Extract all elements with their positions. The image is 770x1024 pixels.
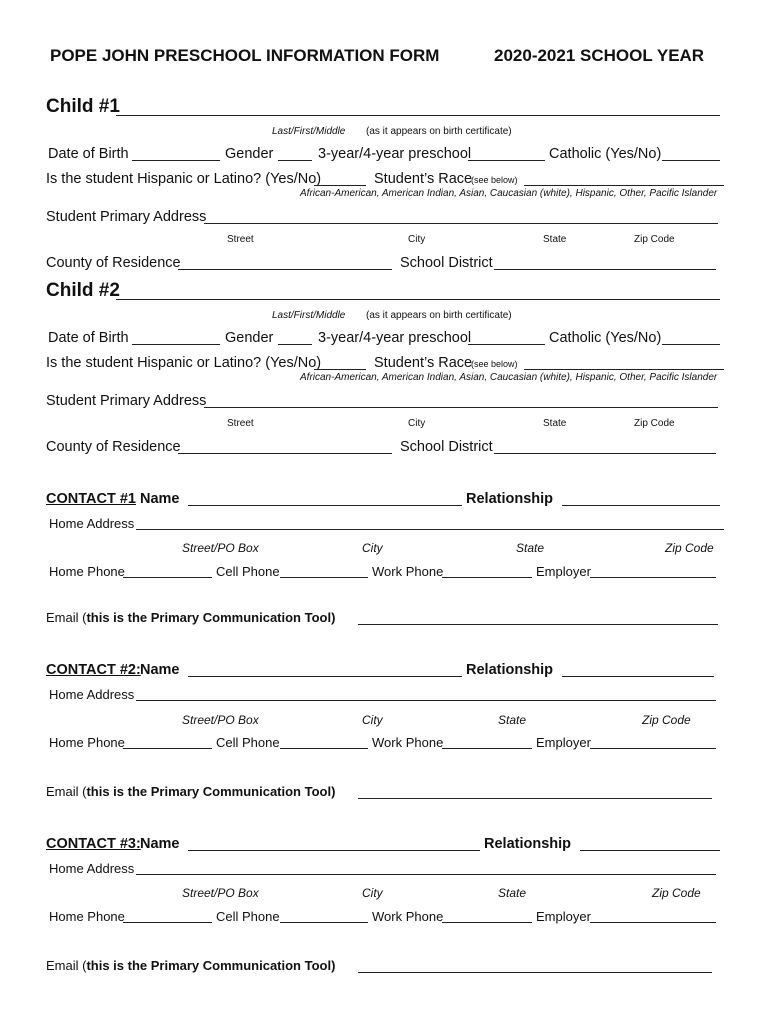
dob-field[interactable] bbox=[132, 344, 220, 345]
cell-phone-field[interactable] bbox=[280, 748, 368, 749]
hispanic-label: Is the student Hispanic or Latino? (Yes/No) bbox=[46, 171, 322, 187]
address-field[interactable] bbox=[204, 223, 718, 224]
contact-name-field[interactable] bbox=[188, 505, 462, 506]
name-caption-note: (as it appears on birth certificate) bbox=[366, 310, 512, 321]
home-address-label: Home Address bbox=[49, 687, 135, 702]
relationship-label: Relationship bbox=[466, 662, 554, 678]
employer-label: Employer bbox=[536, 564, 591, 579]
race-label: Student’s Race bbox=[374, 355, 473, 371]
child-name-field[interactable] bbox=[116, 299, 720, 300]
district-field[interactable] bbox=[494, 453, 716, 454]
gender-label: Gender bbox=[225, 146, 274, 162]
home-phone-field[interactable] bbox=[123, 922, 212, 923]
employer-field[interactable] bbox=[590, 577, 716, 578]
gender-label: Gender bbox=[225, 330, 274, 346]
email-note: this is the Primary Communication Tool) bbox=[86, 610, 336, 625]
work-phone-field[interactable] bbox=[442, 577, 532, 578]
zip-caption: Zip Code bbox=[652, 886, 701, 900]
email-note: this is the Primary Communication Tool) bbox=[86, 958, 336, 973]
street-caption: Street/PO Box bbox=[182, 886, 259, 900]
district-label: School District bbox=[400, 255, 493, 271]
zip-caption: Zip Code bbox=[665, 541, 714, 555]
employer-label: Employer bbox=[536, 909, 591, 924]
zip-caption: Zip Code bbox=[634, 418, 675, 429]
relationship-field[interactable] bbox=[562, 505, 720, 506]
district-label: School District bbox=[400, 439, 493, 455]
program-label: 3-year/4-year preschool bbox=[318, 330, 472, 346]
employer-field[interactable] bbox=[590, 748, 716, 749]
name-caption: Last/First/Middle bbox=[272, 126, 346, 137]
contact-name-label: Name bbox=[140, 836, 180, 852]
relationship-field[interactable] bbox=[562, 676, 714, 677]
cell-phone-field[interactable] bbox=[280, 577, 368, 578]
home-address-field[interactable] bbox=[136, 529, 724, 530]
address-field[interactable] bbox=[204, 407, 718, 408]
zip-caption: Zip Code bbox=[642, 713, 691, 727]
race-options: African-American, American Indian, Asian, Caucasian (white), Hispanic, Other, Pacific Islander bbox=[300, 188, 718, 199]
street-caption: Street bbox=[227, 234, 254, 245]
address-label: Student Primary Address bbox=[46, 209, 207, 225]
race-note: (see below) bbox=[471, 359, 518, 369]
child-name-field[interactable] bbox=[116, 115, 720, 116]
home-address-label: Home Address bbox=[49, 861, 135, 876]
state-caption: State bbox=[543, 234, 567, 245]
work-phone-field[interactable] bbox=[442, 922, 532, 923]
catholic-label: Catholic (Yes/No) bbox=[549, 330, 662, 346]
catholic-label: Catholic (Yes/No) bbox=[549, 146, 662, 162]
contact-heading: CONTACT #3: bbox=[46, 836, 141, 852]
cell-phone-label: Cell Phone bbox=[216, 909, 280, 924]
hispanic-field[interactable] bbox=[314, 185, 366, 186]
street-caption: Street bbox=[227, 418, 254, 429]
work-phone-label: Work Phone bbox=[372, 735, 444, 750]
email-label bbox=[46, 784, 335, 799]
form-title: POPE JOHN PRESCHOOL INFORMATION FORM bbox=[50, 46, 440, 65]
race-note: (see below) bbox=[471, 175, 518, 185]
home-phone-label: Home Phone bbox=[49, 564, 125, 579]
work-phone-label: Work Phone bbox=[372, 909, 444, 924]
cell-phone-field[interactable] bbox=[280, 922, 368, 923]
name-caption-note: (as it appears on birth certificate) bbox=[366, 126, 512, 137]
state-caption: State bbox=[498, 886, 527, 900]
state-caption: State bbox=[516, 541, 545, 555]
home-address-label: Home Address bbox=[49, 516, 135, 531]
program-field[interactable] bbox=[468, 160, 545, 161]
email-field[interactable] bbox=[358, 972, 712, 973]
home-phone-label: Home Phone bbox=[49, 735, 125, 750]
home-address-field[interactable] bbox=[136, 874, 716, 875]
contact-name-field[interactable] bbox=[188, 676, 462, 677]
contact-heading: CONTACT #1 bbox=[46, 491, 136, 507]
email-note: this is the Primary Communication Tool) bbox=[86, 784, 336, 799]
city-caption: City bbox=[408, 418, 426, 429]
relationship-field[interactable] bbox=[580, 850, 720, 851]
dob-field[interactable] bbox=[132, 160, 220, 161]
race-field[interactable] bbox=[524, 185, 724, 186]
home-phone-field[interactable] bbox=[123, 577, 212, 578]
state-caption: State bbox=[498, 713, 527, 727]
zip-caption: Zip Code bbox=[634, 234, 675, 245]
county-field[interactable] bbox=[178, 269, 392, 270]
county-label: County of Residence bbox=[46, 255, 181, 271]
contact-name-label: Name bbox=[140, 662, 180, 678]
work-phone-field[interactable] bbox=[442, 748, 532, 749]
hispanic-field[interactable] bbox=[314, 369, 366, 370]
gender-field[interactable] bbox=[278, 160, 312, 161]
cell-phone-label: Cell Phone bbox=[216, 564, 280, 579]
city-caption: City bbox=[362, 713, 383, 727]
email-field[interactable] bbox=[358, 798, 712, 799]
city-caption: City bbox=[408, 234, 426, 245]
race-field[interactable] bbox=[524, 369, 724, 370]
email-label-text: Email ( bbox=[46, 610, 87, 625]
relationship-label: Relationship bbox=[484, 836, 572, 852]
dob-label: Date of Birth bbox=[48, 146, 129, 162]
home-phone-field[interactable] bbox=[123, 748, 212, 749]
email-field[interactable] bbox=[358, 624, 718, 625]
city-caption: City bbox=[362, 886, 383, 900]
school-year: 2020-2021 SCHOOL YEAR bbox=[494, 46, 705, 65]
employer-field[interactable] bbox=[590, 922, 716, 923]
email-label-text: Email ( bbox=[46, 958, 87, 973]
email-label bbox=[46, 958, 335, 973]
county-label: County of Residence bbox=[46, 439, 181, 455]
child-heading: Child #2 bbox=[46, 280, 120, 301]
gender-field[interactable] bbox=[278, 344, 312, 345]
work-phone-label: Work Phone bbox=[372, 564, 444, 579]
cell-phone-label: Cell Phone bbox=[216, 735, 280, 750]
race-options: African-American, American Indian, Asian, Caucasian (white), Hispanic, Other, Pacific Islander bbox=[300, 372, 718, 383]
contact-name-field[interactable] bbox=[188, 850, 480, 851]
race-label: Student’s Race bbox=[374, 171, 473, 187]
county-field[interactable] bbox=[178, 453, 392, 454]
catholic-field[interactable] bbox=[662, 344, 720, 345]
address-label: Student Primary Address bbox=[46, 393, 207, 409]
street-caption: Street/PO Box bbox=[182, 713, 259, 727]
city-caption: City bbox=[362, 541, 383, 555]
contact-heading: CONTACT #2: bbox=[46, 662, 141, 678]
program-field[interactable] bbox=[468, 344, 545, 345]
email-label bbox=[46, 610, 335, 625]
hispanic-label: Is the student Hispanic or Latino? (Yes/No) bbox=[46, 355, 322, 371]
dob-label: Date of Birth bbox=[48, 330, 129, 346]
contact-name-label: Name bbox=[140, 491, 180, 507]
child-heading: Child #1 bbox=[46, 96, 120, 117]
street-caption: Street/PO Box bbox=[182, 541, 259, 555]
state-caption: State bbox=[543, 418, 567, 429]
program-label: 3-year/4-year preschool bbox=[318, 146, 472, 162]
home-phone-label: Home Phone bbox=[49, 909, 125, 924]
district-field[interactable] bbox=[494, 269, 716, 270]
employer-label: Employer bbox=[536, 735, 591, 750]
relationship-label: Relationship bbox=[466, 491, 554, 507]
catholic-field[interactable] bbox=[662, 160, 720, 161]
name-caption: Last/First/Middle bbox=[272, 310, 346, 321]
email-label-text: Email ( bbox=[46, 784, 87, 799]
home-address-field[interactable] bbox=[136, 700, 716, 701]
